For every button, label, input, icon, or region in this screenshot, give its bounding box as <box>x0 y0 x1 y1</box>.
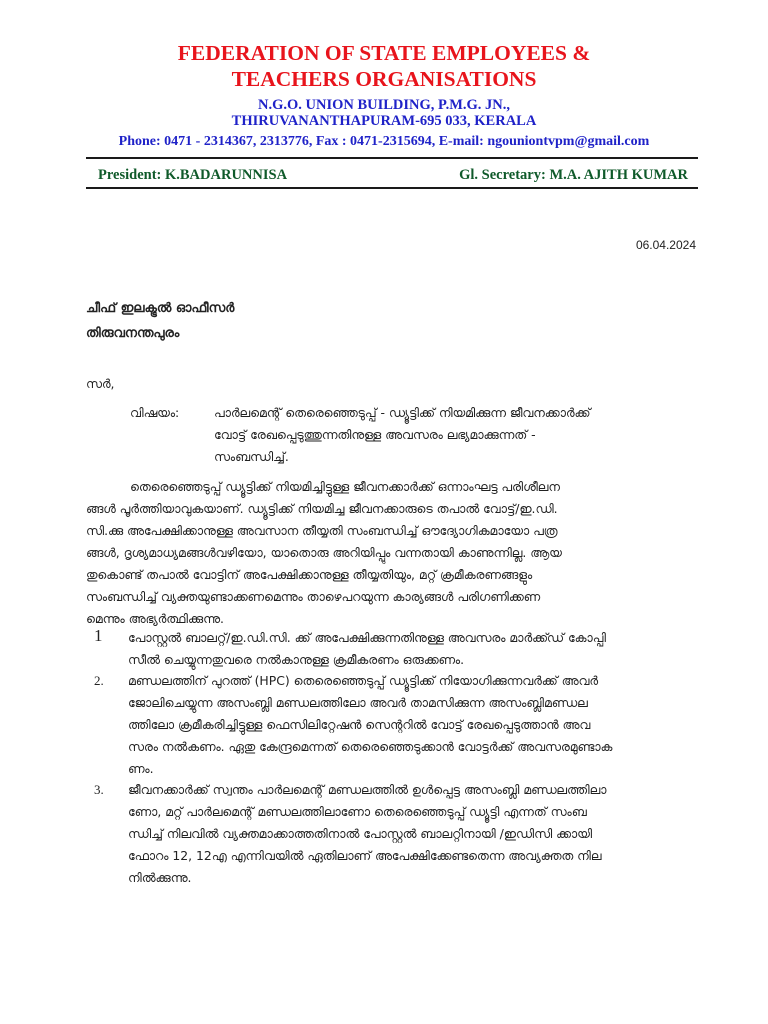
body-line: സംബന്ധിച്ച് വ്യക്തയുണ്ടാക്കണമെന്നും താഴെപറയുന്ന കാര്യങ്ങൾ പരിഗണിക്കണ <box>86 589 541 604</box>
salutation: സർ, <box>86 376 115 391</box>
point-line: ഫോറം 12, 12എ എന്നിവയിൽ ഏതിലാണ് അപേക്ഷിക്കേണ്ടതെന്ന അവ്യക്തത നില <box>128 848 602 863</box>
address-line1: N.G.O. UNION BUILDING, P.M.G. JN., <box>257 97 511 113</box>
general-secretary-name: Gl. Secretary: M.A. AJITH KUMAR <box>459 167 688 183</box>
point-number: 1 <box>94 626 103 645</box>
letter-date: 06.04.2024 <box>635 238 696 252</box>
organisation-name-line2: TEACHERS ORGANISATIONS <box>231 67 537 91</box>
subject-label: വിഷയം: <box>130 405 180 420</box>
point-line: മണ്ഡലത്തിന് പുറത്ത് (HPC) തെരെഞ്ഞെടുപ്പ് ഡ്യൂട്ടിക്ക് നിയോഗിക്കുന്നവർക്ക് അവർ <box>128 673 599 688</box>
point-line: ജീവനക്കാർക്ക് സ്വന്തം പാർലമെന്റ് മണ്ഡലത്തിൽ ഉൾപ്പെട്ട അസംബ്ലി മണ്ഡലത്തിലാ <box>128 782 607 797</box>
contact-details: Phone: 0471 - 2314367, 2313776, Fax : 0471-2315694, E-mail: ngouniontvpm@gmail.com <box>118 134 650 149</box>
body-line: തെരെഞ്ഞെടുപ്പ് ഡ്യൂട്ടിക്ക് നിയമിച്ചിട്ടുള്ള ജീവനക്കാർക്ക് ഒന്നാംഘട്ട പരിശീലന <box>130 479 560 494</box>
subject-line: വോട്ട് രേഖപ്പെടുത്തുന്നതിനുള്ള അവസരം ലഭ്യമാക്കുന്നത് - <box>214 427 536 442</box>
recipient-designation: ചീഫ് ഇലക്ട്രൽ ഓഫീസർ <box>86 301 235 316</box>
body-line: മെന്നും അഭ്യർത്ഥിക്കുന്നു. <box>86 611 224 626</box>
point-line: ണം. <box>128 761 154 776</box>
header-divider-top <box>86 157 698 159</box>
point-line: സീൽ ചെയ്യുന്നതുവരെ നൽകാനുള്ള ക്രമീകരണം ഒരുക്കണം. <box>128 652 465 667</box>
point-line: പോസ്റ്റൽ ബാലറ്റ്/ഇ.ഡി.സി. ക്ക് അപേക്ഷിക്കുന്നതിനുള്ള അവസരം മാർക്ക്ഡ് കോപ്പി <box>128 630 606 645</box>
body-line: ങ്ങൾ പൂർത്തിയാവുകയാണ്. ഡ്യൂട്ടിക്ക് നിയമിച്ച ജീവനക്കാരുടെ തപാൽ വോട്ട്/ഇ.ഡി. <box>86 501 558 516</box>
recipient-place: തിരുവനന്തപുരം <box>86 326 180 341</box>
point-line: ണോ, മറ്റ് പാർലമെന്റ് മണ്ഡലത്തിലാണോ തെരെഞ്ഞെടുപ്പ് ഡ്യൂട്ടി എന്നത് സംബ <box>128 804 587 819</box>
body-line: സി.ക്കു അപേക്ഷിക്കാനുള്ള അവസാന തീയ്യതി സംബന്ധിച്ച് ഔദ്യോഗികമായോ പത്ര <box>86 523 558 538</box>
point-line: നിൽക്കുന്നു. <box>128 870 192 885</box>
point-number: 3. <box>94 782 104 797</box>
point-line: ന്ധിച്ച് നിലവിൽ വ്യക്തമാക്കാത്തതിനാൽ പോസ്റ്റൽ ബാലറ്റിനായി /ഇഡിസി ക്കായി <box>128 826 593 841</box>
point-line: ത്തിലോ ക്രമീകരിച്ചിട്ടുള്ള ഫെസിലിറ്റേഷൻ സെന്ററിൽ വോട്ട് രേഖപ്പെടുത്താൻ അവ <box>128 717 591 732</box>
subject-line: സംബന്ധിച്ച്. <box>214 449 289 464</box>
body-line: തുകൊണ്ട് തപാൽ വോട്ടിന് അപേക്ഷിക്കാനുള്ള തീയ്യതിയും, മറ്റ് ക്രമീകരണങ്ങളും <box>86 567 533 582</box>
subject-line: പാർലമെന്റ് തെരെഞ്ഞെടുപ്പ് - ഡ്യൂട്ടിക്ക് നിയമിക്കുന്ന ജീവനക്കാർക്ക് <box>214 405 591 420</box>
address-line2: THIRUVANANTHAPURAM-695 033, KERALA <box>231 113 537 129</box>
point-line: ജോലിചെയ്യുന്ന അസംബ്ലി മണ്ഡലത്തിലോ അവർ താമസിക്കുന്ന അസംബ്ലിമണ്ഡല <box>128 695 588 710</box>
president-name: President: K.BADARUNNISA <box>98 167 288 183</box>
header-divider-bottom <box>86 187 698 189</box>
body-line: ങ്ങൾ, ദൃശ്യമാധ്യമങ്ങൾവഴിയോ, യാതൊരു അറിയിപ്പും വന്നതായി കാണുന്നില്ല. ആയ <box>86 545 562 560</box>
point-number: 2. <box>94 673 104 688</box>
point-line: സരം നൽകണം. ഏതു കേന്ദ്രമെന്നത് തെരെഞ്ഞെടുക്കാൻ വോട്ടർക്ക് അവസരമുണ്ടാക <box>128 739 613 754</box>
organisation-name-line1: FEDERATION OF STATE EMPLOYEES & <box>177 41 591 65</box>
